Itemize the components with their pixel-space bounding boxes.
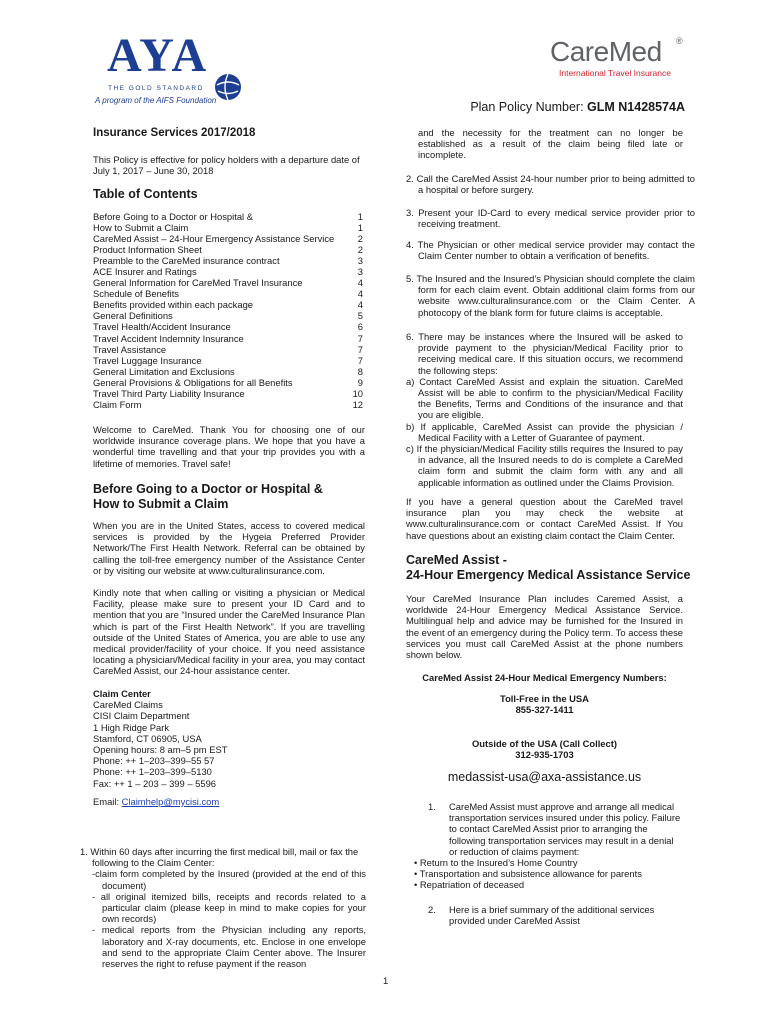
step-1-items: [80, 868, 366, 969]
toc-row: [93, 288, 363, 299]
toc-entry-page: 3: [357, 266, 363, 278]
toc-entry-label: General Provisions & Obligations for all Benefits: [93, 376, 293, 388]
before-going-title-line1: Before Going to a Doctor or Hospital &: [93, 482, 323, 496]
step-1-item: - all original itemized bills, receipts and records related to a particular claim (please keep in mind to make copies for your own records): [92, 890, 366, 925]
caremed-logo: [550, 36, 690, 76]
outside-usa-block: [406, 738, 683, 760]
caremed-assist-title-line1: CareMed Assist -: [406, 553, 507, 567]
note-1-bullet: • Repatriation of deceased: [414, 879, 525, 891]
claim-address-line: Stamford, CT 06905, USA: [93, 732, 202, 744]
kindly-note-paragraph: Kindly note that when calling or visiting a physician or Medical Facility, please make sure to present your ID Card and to mention that you are “Insured under the CareMed Insurance Plan which is part of the First Health Network”. If you are travelling outside of the United States of America, you are able to use any medical provider/facility of your choice. If you need assistance locating a physician/Medical facility in your area, you may contact CareMed Assist, our 24-hour assistance center.: [93, 587, 365, 677]
insurance-services-title: Insurance Services 2017/2018: [93, 127, 256, 139]
toc-row: [93, 355, 363, 366]
toc-entry-page: 12: [352, 398, 363, 410]
toc-entry-page: 4: [357, 299, 363, 311]
note-2: [428, 904, 684, 926]
toc-entry-page: 8: [357, 365, 363, 377]
step-6-item: b) If applicable, CareMed Assist can provide the physician / Medical Facility with a Letter of Guarantee of payment.: [406, 420, 683, 443]
step-6-item: a) Contact CareMed Assist and explain the situation. CareMed Assist will be able to confirm to the physician/Medical Facility the Benefits, Terms and Conditions of the insurance and that you are eligible.: [406, 375, 683, 421]
before-going-title-line2: How to Submit a Claim: [93, 497, 229, 511]
aya-logo-text: AYA: [107, 29, 209, 82]
tollfree-label: Toll-Free in the USA: [500, 693, 589, 704]
assist-paragraph: Your CareMed Insurance Plan includes Caremed Assist, a worldwide 24-Hour Emergency Medical Assistance Service. Multilingual help and advice may be furnished for the Insured in the event of an emergency during the Policy term. To access these services you must call CareMed Assist at the phone numbers shown below.: [406, 593, 683, 661]
page-number: 1: [383, 975, 389, 986]
step-2: 2. Call the CareMed Assist 24-hour number prior to being admitted to a hospital or before surgery.: [406, 173, 695, 196]
email-label: Email:: [93, 795, 122, 807]
claim-address-line: CISI Claim Department: [93, 710, 190, 722]
step-1-item: - medical reports from the Physician including any reports, laboratory and X-ray documents, etc. Enclose in one envelope and send to the appropriate Claim Center above. The Insurer reserves the right to refuse payment if the reason: [92, 924, 366, 970]
claim-email-link[interactable]: Claimhelp@mycisi.com: [121, 795, 220, 807]
aya-program: A program of the AIFS Foundation: [95, 96, 217, 105]
toc-entry-label: CareMed Assist – 24-Hour Emergency Assistance Service: [93, 233, 335, 245]
note-1-bullet: • Transportation and subsistence allowance for parents: [414, 868, 642, 880]
caremed-subtitle: International Travel Insurance: [559, 68, 671, 78]
toc-row: [93, 222, 363, 233]
toc-row: [93, 344, 363, 355]
caremed-assist-title: [406, 553, 696, 583]
toc-entry-page: 1: [357, 222, 363, 234]
toc-row: [93, 321, 363, 332]
step-6-item: c) If the physician/Medical Facility stills requires the Insured to pay in advance, all the Insured needs to do is complete a CareMed claim form and submit the claim form with any and all applicable information as outlined under the Claims Provision.: [406, 443, 683, 488]
step-5: 5. The Insured and the Insured’s Physician should complete the claim form for each claim event. Obtain additional claim forms from our website www.culturalinsurance.com or the Claim Center. A photocopy of the blank form for future claims is acceptable.: [406, 273, 695, 318]
toc-entry-page: 1: [357, 211, 363, 222]
claim-center-title: Claim Center: [93, 688, 151, 699]
before-going-title: [93, 482, 373, 512]
tollfree-number: 855-327-1411: [515, 704, 574, 716]
toc-row: [93, 399, 363, 410]
toc-row: [93, 244, 363, 255]
step-6-items: [406, 376, 683, 488]
aya-tagline: THE GOLD STANDARD: [108, 85, 204, 92]
note-1-bullets: [414, 857, 684, 891]
toc-entry-page: 7: [357, 332, 363, 344]
policy-number-line: [470, 100, 685, 114]
toc-entry-page: 4: [357, 277, 363, 289]
registered-mark: ®: [676, 36, 683, 46]
toc-entry-page: 3: [357, 255, 363, 267]
step-1-continued: and the necessity for the treatment can no longer be established as a result of the claim being filed late or incomplete.: [418, 127, 683, 161]
toc-entry-page: 5: [357, 310, 363, 322]
toc-entry-label: Before Going to a Doctor or Hospital &: [93, 211, 253, 222]
claim-address-line: Opening hours: 8 am–5 pm EST: [93, 744, 228, 756]
outside-usa-number: 312-935-1703: [515, 749, 574, 761]
caremed-assist-title-line2: 24-Hour Emergency Medical Assistance Service: [406, 568, 691, 582]
caremed-name: CareMed: [550, 36, 662, 67]
claim-address-line: Fax: ++ 1 – 203 – 399 – 5596: [93, 777, 217, 789]
step-3: 3. Present your ID-Card to every medical service provider prior to receiving treatment.: [406, 207, 695, 230]
claim-address-line: CareMed Claims: [93, 699, 163, 711]
step-4: 4. The Physician or other medical service provider may contact the Claim Center number to obtain a verification of benefits.: [406, 239, 695, 262]
toc-entry-label: How to Submit a Claim: [93, 222, 189, 234]
toc-entry-page: 6: [357, 321, 363, 333]
step-1-item: -claim form completed by the Insured (provided at the end of this document): [92, 868, 366, 891]
step-1-lead: 1. Within 60 days after incurring the first medical bill, mail or fax the following to the Claim Center:: [80, 846, 359, 869]
note-2-number: 2.: [428, 904, 436, 915]
note-1-text: CareMed Assist must approve and arrange all medical transportation services insured under this policy. Failure to contact CareMed Assist prior to arranging the following transportation services may result in a denial or reduction of claims payment:: [449, 801, 681, 857]
toc-entry-page: 7: [357, 343, 363, 355]
toc-entry-label: Product Information Sheet: [93, 244, 202, 256]
policy-effective-text: This Policy is effective for policy holders with a departure date of July 1, 2017 – June 30, 2018: [93, 154, 360, 177]
welcome-paragraph: Welcome to CareMed. Thank You for choosing one of our worldwide insurance coverage plans. We hope that you have a wonderful time travelling and that your trip provides you with a lifetime of memories. Travel safe!: [93, 424, 365, 469]
toc-entry-label: Schedule of Benefits: [93, 288, 179, 300]
policy-label: Plan Policy Number:: [470, 100, 588, 114]
toc-entry-page: 2: [357, 244, 363, 256]
toc-entry-label: ACE Insurer and Ratings: [93, 266, 197, 278]
policy-number: GLM N1428574A: [587, 100, 685, 114]
us-access-paragraph: When you are in the United States, access to covered medical services is provided by the Hygeia Preferred Provider Network/The First Health Network. Referral can be obtained by calling the toll-free emergency number of the Assistance Center or by visiting our website at www.culturalinsurance.com.: [93, 520, 365, 576]
toc-entry-page: 9: [357, 376, 363, 388]
toc-row: [93, 211, 363, 222]
step-6-lead: 6. There may be instances where the Insured will be asked to provide payment to the physician/Medical Facility prior to receiving medical care. If this situation occurs, we recommend the following steps:: [406, 331, 683, 376]
general-question-paragraph: If you have a general question about the CareMed travel insurance plan you may check the website at www.culturalinsurance.com or contact CareMed Assist. If You have questions about an existing claim contact the Claim Center.: [406, 496, 683, 541]
tollfree-block: [406, 693, 683, 715]
toc-entry-label: General Information for CareMed Travel Insurance: [93, 277, 303, 289]
toc-row: [93, 255, 363, 266]
aya-logo: [93, 30, 253, 110]
note-2-text: Here is a brief summary of the additional services provided under CareMed Assist: [449, 904, 655, 927]
step-6: [406, 331, 683, 488]
toc-entry-label: Travel Luggage Insurance: [93, 354, 202, 366]
toc-row: [93, 388, 363, 399]
toc-entry-label: Travel Third Party Liability Insurance: [93, 387, 245, 399]
toc-entry-label: Travel Health/Accident Insurance: [93, 321, 231, 333]
toc-entry-label: Preamble to the CareMed insurance contract: [93, 255, 280, 267]
toc-row: [93, 366, 363, 377]
toc-entry-label: Travel Assistance: [93, 343, 167, 355]
toc-entry-page: 7: [357, 354, 363, 366]
toc-entry-page: 10: [352, 387, 363, 399]
globe-icon: [213, 72, 243, 102]
toc-entry-label: General Limitation and Exclusions: [93, 365, 235, 377]
claim-address: [93, 699, 365, 789]
assist-email: medassist-usa@axa-assistance.us: [447, 770, 642, 784]
toc-row: [93, 377, 363, 388]
toc-entry-label: Claim Form: [93, 398, 142, 410]
toc-entry-page: 2: [357, 233, 363, 245]
toc-row: [93, 333, 363, 344]
toc-row: [93, 310, 363, 321]
claim-center-block: [93, 688, 365, 807]
note-1-number: 1.: [428, 801, 436, 812]
toc-title: Table of Contents: [93, 187, 198, 201]
note-1-bullet: • Return to the Insured’s Home Country: [414, 857, 578, 869]
toc-entry-label: Travel Accident Indemnity Insurance: [93, 332, 244, 344]
table-of-contents: [93, 211, 363, 410]
toc-row: [93, 266, 363, 277]
claim-address-line: 1 High Ridge Park: [93, 721, 170, 733]
step-1: [80, 846, 366, 969]
toc-row: [93, 299, 363, 310]
toc-row: [93, 277, 363, 288]
toc-entry-page: 4: [357, 288, 363, 300]
outside-usa-label: Outside of the USA (Call Collect): [472, 738, 617, 749]
toc-row: [93, 233, 363, 244]
toc-entry-label: General Definitions: [93, 310, 173, 322]
toc-entry-label: Benefits provided within each package: [93, 299, 253, 311]
note-1: [414, 801, 684, 891]
claim-address-line: Phone: ++ 1–203–399–55 57: [93, 755, 215, 767]
claim-address-line: Phone: ++ 1–203–399–5130: [93, 766, 212, 778]
email-line: [93, 796, 365, 807]
emergency-numbers-title: CareMed Assist 24-Hour Medical Emergency Numbers:: [422, 672, 667, 683]
